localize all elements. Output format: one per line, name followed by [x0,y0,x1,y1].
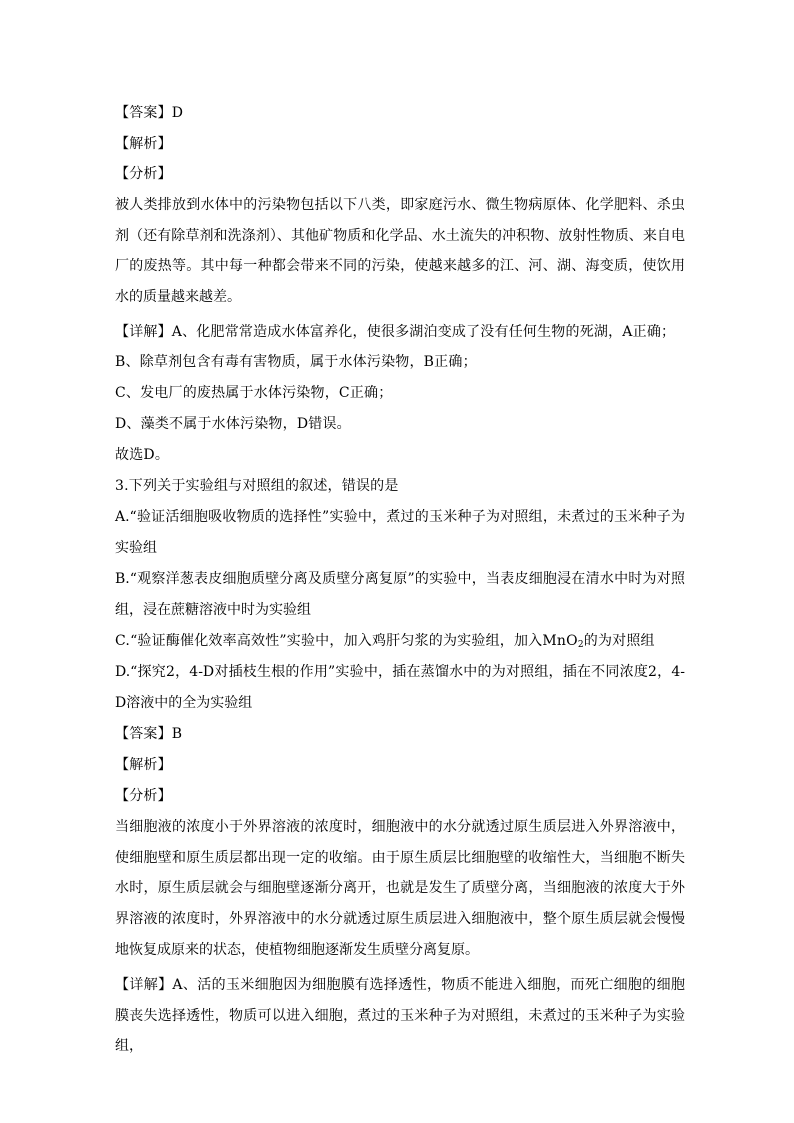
option-d: D.“探究2，4-D对插枝生根的作用”实验中，插在蒸馏水中的为对照组，插在不同浓度2，4-D溶液中的全为实验组 [115,664,685,711]
detail-c: C、发电厂的废热属于水体污染物，C正确； [115,385,393,401]
detail-b: B、除草剂包含有毒有害物质，属于水体污染物，B正确； [115,354,477,370]
answer-label: 【答案】D [115,105,184,121]
question-stem: 3.下列关于实验组与对照组的叙述，错误的是 [115,478,399,494]
analysis-heading: 【分析】 [115,166,172,182]
explanation-heading: 【解析】 [115,136,172,152]
analysis-paragraph-2: 当细胞液的浓度小于外界溶液的浓度时，细胞液中的水分就透过原生质层进入外界溶液中，使细胞壁和原生质层都出现一定的收缩。由于原生质层比细胞壁的收缩性大，当细胞不断失水时，原生质层就会与细胞壁逐渐分离开，也就是发生了质壁分离，当细胞液的浓度大于外界溶液的浓度时，外界溶液中的水分就透过原生质层进入细胞液中，整个原生质层就会慢慢地恢复成原来的状态，使植物细胞逐渐发生质壁分离复原。 [115,819,685,958]
detail-a: 【详解】A、化肥常常造成水体富养化，使很多湖泊变成了没有任何生物的死湖，A正确； [115,324,676,340]
explanation-heading-2: 【解析】 [115,757,172,773]
option-c-text: C.“验证酶催化效率高效性”实验中，加入鸡肝匀浆的为实验组，加入MnO [115,633,578,649]
detail-d: D、藻类不属于水体污染物，D错误。 [115,416,351,432]
detail-a-2: 【详解】A、活的玉米细胞因为细胞膜有选择透性，物质不能进入细胞，而死亡细胞的细胞膜丧失选择透性，物质可以进入细胞，煮过的玉米种子为对照组，未煮过的玉米种子为实验组， [115,977,685,1055]
analysis-heading-2: 【分析】 [115,788,172,804]
option-b: B.“观察洋葱表皮细胞质壁分离及质壁分离复原”的实验中，当表皮细胞浸在清水中时为对照组，浸在蔗糖溶液中时为实验组 [115,571,685,618]
option-c [115,631,655,655]
analysis-paragraph: 被人类排放到水体中的污染物包括以下八类，即家庭污水、微生物病原体、化学肥料、杀虫剂（还有除草剂和洗涤剂）、其他矿物质和化学品、水土流失的冲积物、放射性物质、来自电厂的废热等。其中每一种都会带来不同的污染，使越来越多的江、河、湖、海变质，使饮用水的质量越来越差。 [115,197,685,306]
option-a: A.“验证活细胞吸收物质的选择性”实验中，煮过的玉米种子为对照组，未煮过的玉米种子为实验组 [115,509,685,556]
option-c-subscript: 2 [577,640,584,650]
option-c-suffix: 的为对照组 [583,633,655,649]
conclusion: 故选D。 [115,447,170,463]
answer-label-2: 【答案】B [115,726,183,742]
